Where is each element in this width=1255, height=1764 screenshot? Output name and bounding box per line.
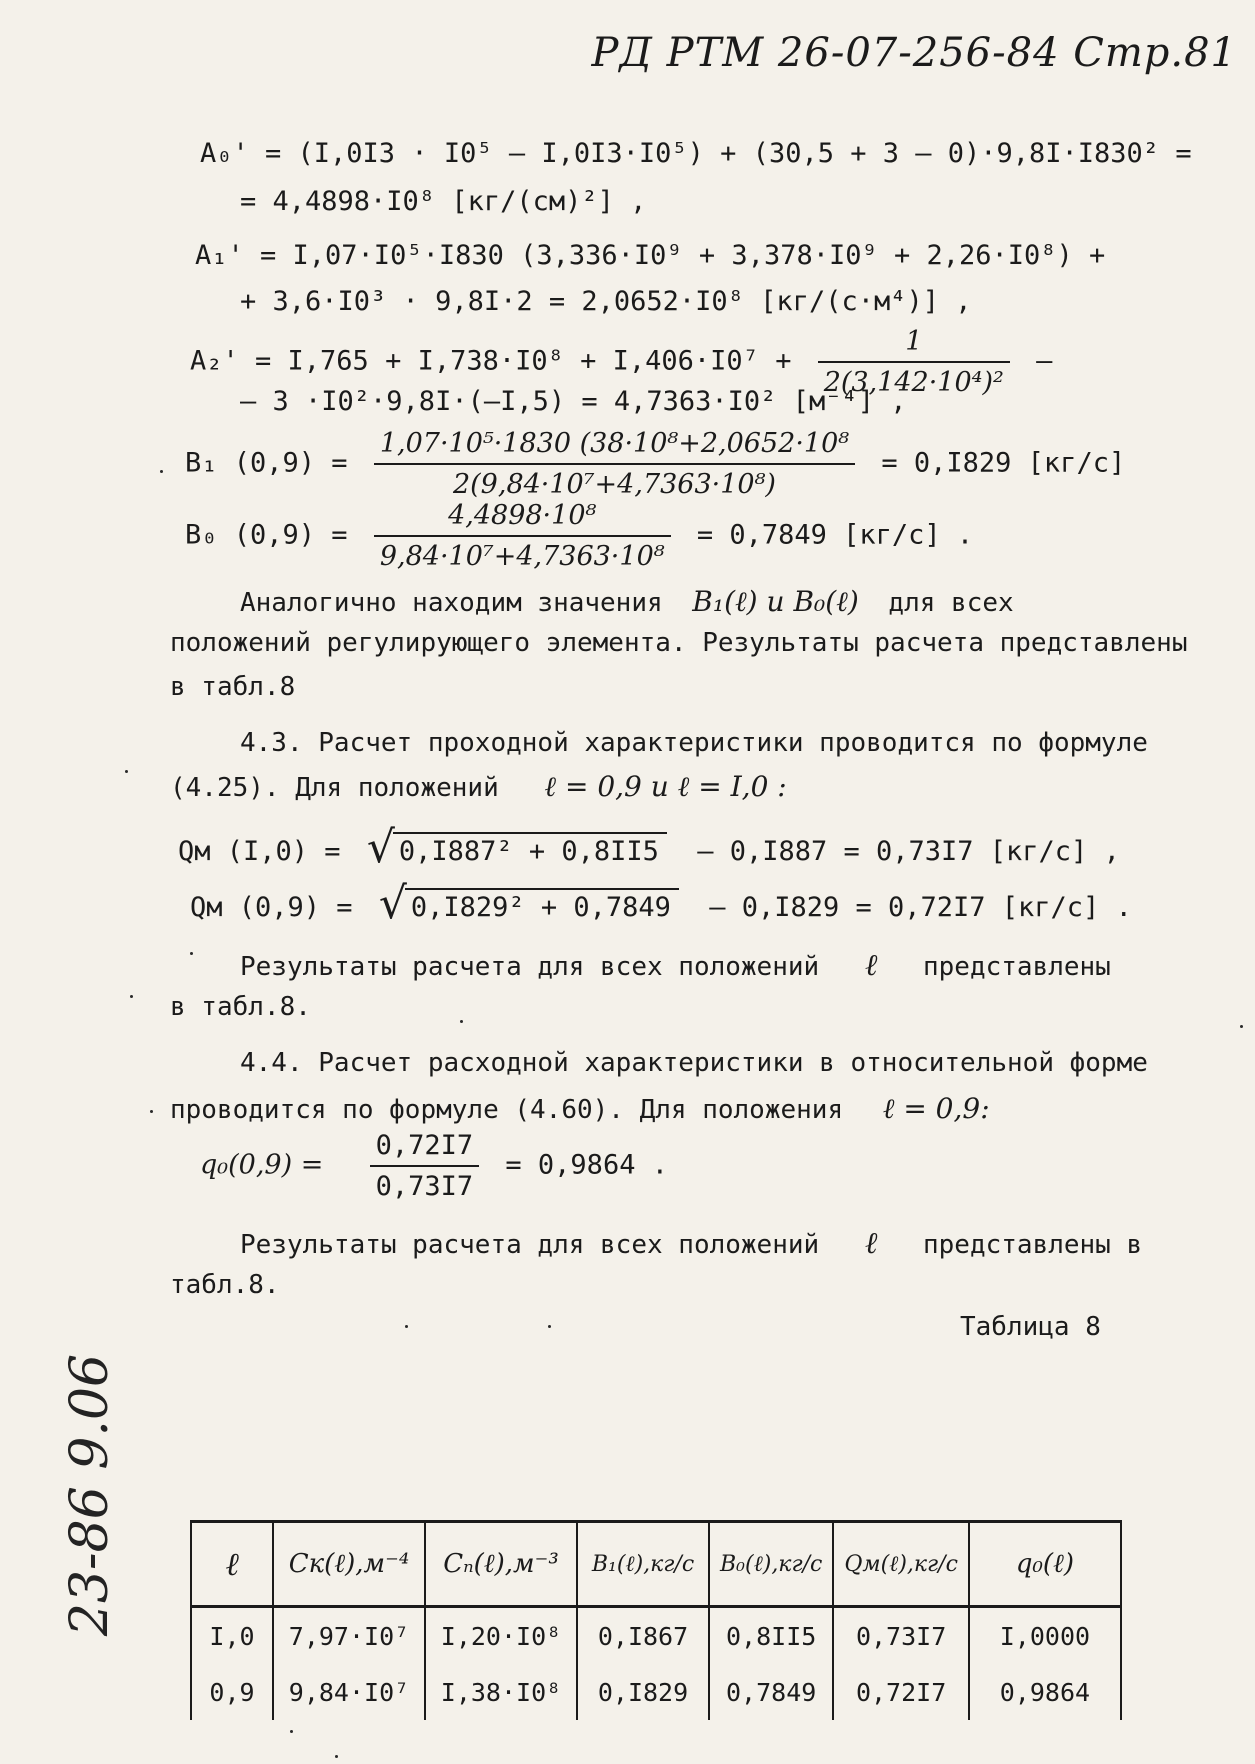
table-header-cell: q₀(ℓ) [969, 1522, 1121, 1607]
equation-a0-line1: A₀' = (I,0I3 · I0⁵ – I,0I3·I0⁵) + (30,5 + 3 – 0)·9,8I·I830² = [200, 138, 1192, 169]
paragraph-5-text-c: представлены в [923, 1230, 1143, 1260]
paragraph-3-symbol: ℓ [864, 948, 878, 983]
equation-q0-right: = 0,9864 . [505, 1149, 668, 1181]
section-4-3-text: (4.25). Для положений [170, 773, 499, 803]
table-cell: 0,7849 [709, 1664, 833, 1720]
paragraph-1-line-1 [240, 585, 1014, 619]
equation-q0-numerator: 0,72I7 [370, 1130, 480, 1167]
table-cell: 0,I867 [577, 1607, 709, 1665]
equation-q0-denominator: 0,73I7 [375, 1171, 474, 1202]
scan-speck [335, 1755, 338, 1758]
equation-b0-numerator: 4,4898·10⁸ [374, 500, 671, 537]
table-header-cell: B₁(ℓ),кг/с [577, 1522, 709, 1607]
scan-speck [130, 995, 133, 998]
paragraph-5-line-1 [240, 1226, 1142, 1261]
section-4-4-text: проводится по формуле (4.60). Для положения [170, 1095, 844, 1125]
section-4-4-position: ℓ = 0,9: [882, 1092, 990, 1125]
paragraph-3-text-c: представлены [923, 952, 1111, 982]
equation-b1-right: = 0,I829 [кг/с] [881, 447, 1126, 479]
section-4-3-line-2 [170, 770, 787, 804]
table-row [191, 1664, 1121, 1720]
paragraph-3-line-2: в табл.8. [170, 992, 311, 1022]
scan-speck [460, 1020, 463, 1023]
equation-qm-1-0 [178, 832, 1120, 867]
table-header-cell: Cₙ(ℓ),м⁻³ [425, 1522, 577, 1607]
table-caption: Таблица 8 [960, 1312, 1101, 1342]
paragraph-1-text-c: для всех [888, 588, 1014, 618]
paragraph-3-text-a: Результаты расчета для всех положений [240, 952, 820, 982]
equation-a0-line2: = 4,4898·I0⁸ [кг/(см)²] , [240, 186, 647, 217]
equation-q0-left: q₀(0,9) = [200, 1149, 324, 1181]
table-cell: I,38·I0⁸ [425, 1664, 577, 1720]
equation-b1-denominator: 2(9,84·10⁷+4,7363·10⁸) [452, 469, 776, 500]
equation-b0-denominator: 9,84·10⁷+4,7363·10⁸ [379, 541, 665, 572]
equation-b1 [185, 428, 1125, 500]
table-header-cell: B₀(ℓ),кг/с [709, 1522, 833, 1607]
paragraph-5-line-2: табл.8. [170, 1270, 280, 1300]
section-4-3-positions: ℓ = 0,9 и ℓ = I,0 : [544, 770, 787, 803]
equation-a2-numerator: 1 [818, 326, 1010, 363]
scan-speck [125, 770, 128, 773]
scan-speck [160, 470, 163, 473]
equation-a2-tail: – [1036, 345, 1053, 377]
equation-a2-denominator: 2(3,142·10⁴)² [823, 367, 1004, 398]
equation-qm-0-9-left: Qм (0,9) = [190, 892, 353, 923]
equation-a2-left: A₂' = I,765 + I,738·I0⁸ + I,406·I0⁷ + [190, 345, 792, 377]
paragraph-1-formula: B₁(ℓ) и B₀(ℓ) [692, 585, 859, 618]
equation-b0 [185, 500, 973, 572]
paragraph-5-text-a: Результаты расчета для всех положений [240, 1230, 820, 1260]
equation-qm-0-9-radicand: √ 0,I829² + 0,7849 [405, 888, 679, 923]
table-cell: I,0000 [969, 1607, 1121, 1665]
table-cell: I,20·I0⁸ [425, 1607, 577, 1665]
equation-b1-numerator: 1,07·10⁵·1830 (38·10⁸+2,0652·10⁸ [374, 428, 855, 465]
scan-speck [1240, 1025, 1243, 1028]
table-header-cell: Cк(ℓ),м⁻⁴ [273, 1522, 425, 1607]
equation-b1-left: B₁ (0,9) = [185, 447, 348, 479]
table-cell: 0,72I7 [833, 1664, 969, 1720]
equation-b0-fraction [374, 500, 671, 572]
equation-qm-0-9-right: – 0,I829 = 0,72I7 [кг/с] . [709, 892, 1132, 923]
equation-a1-line2: + 3,6·I0³ · 9,8I·2 = 2,0652·I0⁸ [кг/(с·м⁴)] , [240, 286, 972, 317]
paragraph-1-text-a: Аналогично находим значения [240, 588, 663, 618]
table-cell: 0,I829 [577, 1664, 709, 1720]
equation-b0-left: B₀ (0,9) = [185, 519, 348, 551]
table-cell: 0,8II5 [709, 1607, 833, 1665]
equation-qm-0-9 [190, 888, 1132, 923]
equation-q0 [200, 1130, 668, 1202]
table-cell: 0,9 [191, 1664, 273, 1720]
margin-stamp-text: 23-86 9.06 [60, 1353, 120, 1637]
table-cell: 9,84·I0⁷ [273, 1664, 425, 1720]
equation-qm-1-0-left: Qм (I,0) = [178, 836, 341, 867]
scan-speck [290, 1730, 293, 1733]
table-cell: I,0 [191, 1607, 273, 1665]
equation-b1-fraction [374, 428, 855, 500]
table-cell: 0,9864 [969, 1664, 1121, 1720]
table-row [191, 1607, 1121, 1665]
equation-a2-line2: – 3 ·I0²·9,8I·(–I,5) = 4,7363·I0² [м⁻⁴] , [240, 386, 907, 417]
table-header-row [191, 1522, 1121, 1607]
scan-speck [548, 1325, 551, 1328]
table-header-cell: Qм(ℓ),кг/с [833, 1522, 969, 1607]
section-4-4-line-2 [170, 1092, 990, 1126]
paragraph-1-line-3: в табл.8 [170, 672, 296, 702]
table-cell: 0,73I7 [833, 1607, 969, 1665]
table-cell: 7,97·I0⁷ [273, 1607, 425, 1665]
section-4-3-line-1: 4.3. Расчет проходной характеристики проводится по формуле [240, 728, 1148, 758]
scan-speck [150, 1110, 153, 1113]
results-table [190, 1520, 1122, 1720]
paragraph-1-line-2: положений регулирующего элемента. Результаты расчета представлены [170, 628, 1188, 658]
page-header: РД РТМ 26-07-256-84 Стр.81 [591, 30, 1237, 76]
equation-q0-fraction [370, 1130, 480, 1202]
scan-speck [190, 952, 193, 955]
equation-qm-1-0-radicand: √ 0,I887² + 0,8II5 [393, 832, 667, 867]
section-4-4-line-1: 4.4. Расчет расходной характеристики в относительной форме [240, 1048, 1148, 1078]
paragraph-3-line-1 [240, 948, 1111, 983]
equation-a1-line1: A₁' = I,07·I0⁵·I830 (3,336·I0⁹ + 3,378·I0⁹ + 2,26·I0⁸) + [195, 240, 1106, 271]
equation-b0-right: = 0,7849 [кг/с] . [696, 519, 974, 551]
margin-stamp [40, 1235, 140, 1755]
scan-speck [405, 1325, 408, 1328]
equation-qm-1-0-right: – 0,I887 = 0,73I7 [кг/с] , [697, 836, 1120, 867]
table-header-cell: ℓ [191, 1522, 273, 1607]
paragraph-5-symbol: ℓ [864, 1226, 878, 1261]
